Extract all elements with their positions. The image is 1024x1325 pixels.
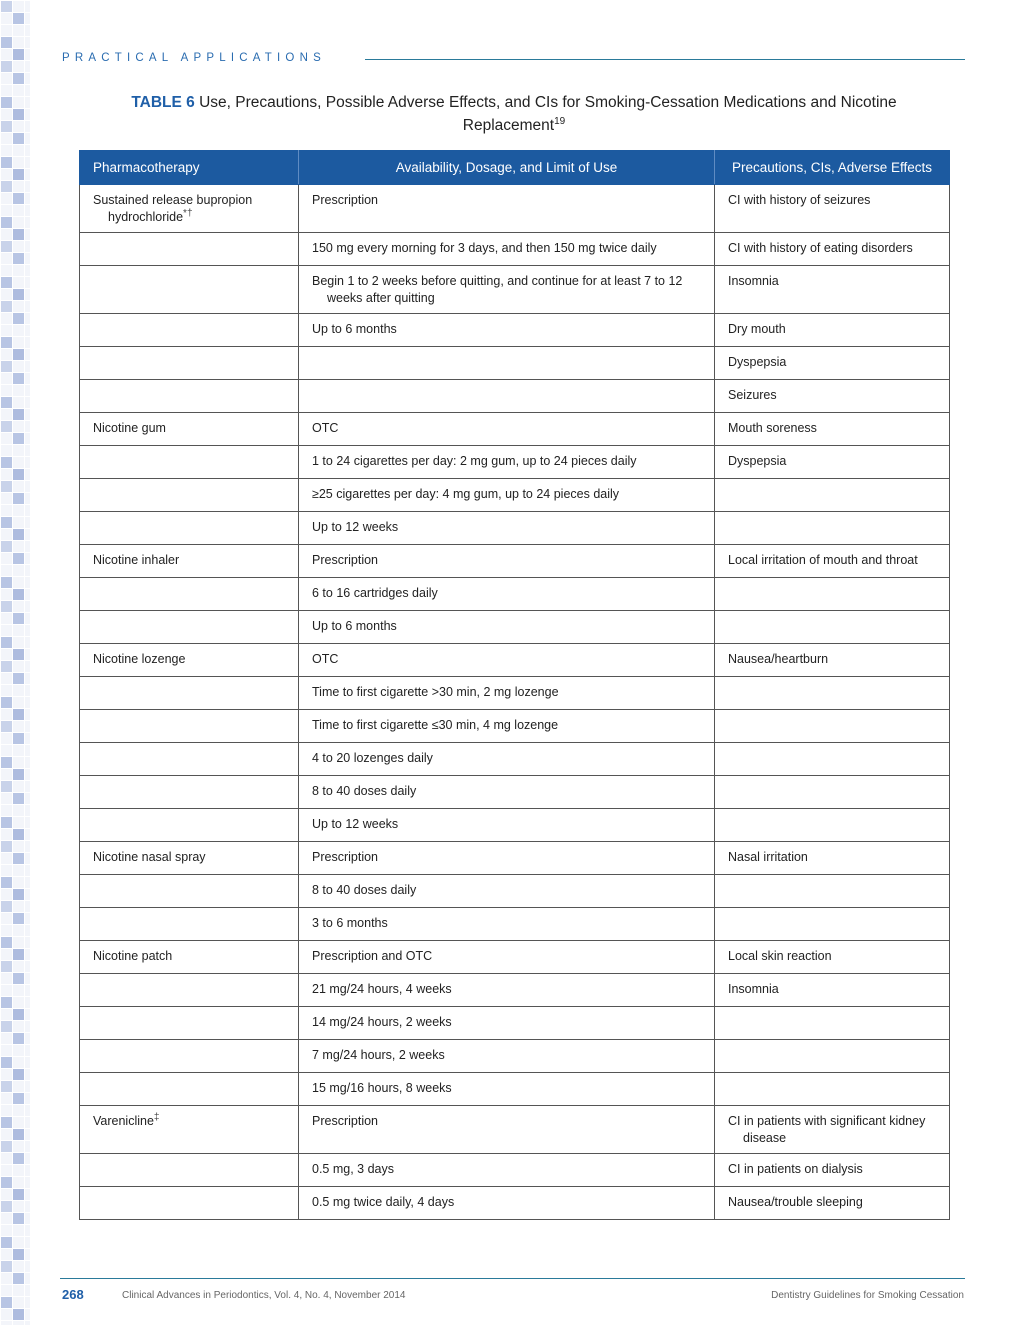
dosage-text: OTC xyxy=(312,652,339,666)
table-row xyxy=(80,185,950,233)
decorative-tile xyxy=(1,157,12,168)
cell-pharmacotherapy xyxy=(80,974,299,1007)
decorative-tile xyxy=(1,757,12,768)
decorative-tile xyxy=(1,1021,12,1032)
dosage-text: Up to 12 weeks xyxy=(312,520,399,534)
therapy-name xyxy=(93,948,285,965)
decorative-tile xyxy=(13,1033,24,1044)
therapy-name xyxy=(93,651,285,668)
therapy-text: Nicotine inhaler xyxy=(93,553,180,567)
column-header-availability: Availability, Dosage, and Limit of Use xyxy=(299,151,715,185)
table-row xyxy=(80,974,950,1007)
dosage-text: Time to first cigarette >30 min, 2 mg lozenge xyxy=(312,685,559,699)
decorative-tile xyxy=(13,973,24,984)
decorative-tile xyxy=(1,961,12,972)
table-row xyxy=(80,347,950,380)
decorative-tile xyxy=(1,61,12,72)
cell-pharmacotherapy xyxy=(80,413,299,446)
cell-availability-dosage xyxy=(299,446,715,479)
decorative-tile xyxy=(13,1153,24,1164)
precaution-text: CI with history of eating disorders xyxy=(728,241,913,255)
dosage-text: 150 mg every morning for 3 days, and then 150 mg twice daily xyxy=(312,241,657,255)
decorative-tile xyxy=(1,661,12,672)
precaution-text: CI in patients on dialysis xyxy=(728,1162,863,1176)
table-row xyxy=(80,1187,950,1220)
therapy-text: Varenicline xyxy=(93,1114,154,1128)
dosage-text: Begin 1 to 2 weeks before quitting, and continue for at least 7 to 12 weeks after quitting xyxy=(312,274,683,305)
cell-precautions xyxy=(715,710,950,743)
decorative-tile xyxy=(13,1249,24,1260)
decorative-tile xyxy=(13,229,24,240)
dosage-text: Prescription xyxy=(312,1114,378,1128)
cell-availability-dosage xyxy=(299,347,715,380)
cell-pharmacotherapy xyxy=(80,314,299,347)
decorative-tile xyxy=(13,349,24,360)
dosage-text: 15 mg/16 hours, 8 weeks xyxy=(312,1081,452,1095)
table-body xyxy=(80,185,950,1220)
decorative-tile xyxy=(1,997,12,1008)
decorative-tile xyxy=(13,73,24,84)
cell-pharmacotherapy xyxy=(80,809,299,842)
dosage-text: 0.5 mg, 3 days xyxy=(312,1162,394,1176)
decorative-tile xyxy=(1,1261,12,1272)
cell-precautions xyxy=(715,842,950,875)
decorative-tile xyxy=(1,301,12,312)
therapy-name xyxy=(93,552,285,569)
decorative-tile xyxy=(1,937,12,948)
cell-precautions xyxy=(715,1106,950,1154)
decorative-tile xyxy=(1,841,12,852)
dosage-text: 8 to 40 doses daily xyxy=(312,883,417,897)
decorative-tile xyxy=(13,913,24,924)
decorative-tile xyxy=(13,313,24,324)
dosage-text: 4 to 20 lozenges daily xyxy=(312,751,433,765)
dosage-text: Up to 12 weeks xyxy=(312,817,399,831)
cell-availability-dosage xyxy=(299,1106,715,1154)
cell-precautions xyxy=(715,941,950,974)
precaution-text: Nasal irritation xyxy=(728,850,808,864)
cell-availability-dosage xyxy=(299,512,715,545)
cell-pharmacotherapy xyxy=(80,545,299,578)
page-number: 268 xyxy=(62,1287,84,1302)
cell-availability-dosage xyxy=(299,545,715,578)
table-row xyxy=(80,1073,950,1106)
decorative-tile xyxy=(1,421,12,432)
decorative-tile xyxy=(13,1069,24,1080)
therapy-name xyxy=(93,420,285,437)
journal-citation: Clinical Advances in Periodontics, Vol. 4, No. 4, November 2014 xyxy=(122,1290,406,1301)
table-row xyxy=(80,611,950,644)
decorative-tile xyxy=(1,1117,12,1128)
cell-pharmacotherapy xyxy=(80,842,299,875)
cell-availability-dosage xyxy=(299,380,715,413)
table-row xyxy=(80,314,950,347)
header-rule xyxy=(365,59,965,60)
precaution-text: Dry mouth xyxy=(728,322,786,336)
footnote-mark: ‡ xyxy=(153,1111,160,1123)
cell-availability-dosage xyxy=(299,1040,715,1073)
decorative-tile xyxy=(1,241,12,252)
dosage-text: 21 mg/24 hours, 4 weeks xyxy=(312,982,452,996)
decorative-tile xyxy=(13,1009,24,1020)
cell-precautions xyxy=(715,479,950,512)
cell-availability-dosage xyxy=(299,314,715,347)
decorative-tile xyxy=(13,889,24,900)
cell-pharmacotherapy xyxy=(80,644,299,677)
cell-precautions xyxy=(715,1187,950,1220)
cell-pharmacotherapy xyxy=(80,185,299,233)
decorative-tile xyxy=(13,469,24,480)
table-title xyxy=(80,93,948,135)
table-row xyxy=(80,776,950,809)
decorative-tile xyxy=(1,541,12,552)
decorative-tile xyxy=(1,697,12,708)
decorative-tile xyxy=(1,1141,12,1152)
decorative-tile xyxy=(13,253,24,264)
cell-pharmacotherapy xyxy=(80,1040,299,1073)
decorative-tile xyxy=(13,289,24,300)
decorative-tile xyxy=(13,193,24,204)
cell-availability-dosage xyxy=(299,677,715,710)
cell-pharmacotherapy xyxy=(80,479,299,512)
table-row xyxy=(80,809,950,842)
therapy-text: Nicotine gum xyxy=(93,421,166,435)
decorative-tile xyxy=(13,649,24,660)
cell-pharmacotherapy xyxy=(80,1154,299,1187)
decorative-tile xyxy=(1,781,12,792)
dosage-text: 3 to 6 months xyxy=(312,916,388,930)
dosage-text: Prescription xyxy=(312,553,378,567)
decorative-tile xyxy=(1,601,12,612)
cell-precautions xyxy=(715,185,950,233)
dosage-text: 0.5 mg twice daily, 4 days xyxy=(312,1195,455,1209)
table-row xyxy=(80,512,950,545)
decorative-tile xyxy=(1,97,12,108)
cell-precautions xyxy=(715,875,950,908)
dosage-text: Up to 6 months xyxy=(312,619,397,633)
therapy-text: Nicotine nasal spray xyxy=(93,850,206,864)
decorative-tile xyxy=(13,169,24,180)
therapy-name xyxy=(93,192,285,226)
decorative-tile xyxy=(13,613,24,624)
dosage-text: Up to 6 months xyxy=(312,322,397,336)
decorative-tile xyxy=(13,589,24,600)
cell-pharmacotherapy xyxy=(80,941,299,974)
decorative-tile xyxy=(13,673,24,684)
cell-pharmacotherapy xyxy=(80,677,299,710)
cell-availability-dosage xyxy=(299,776,715,809)
footer-rule xyxy=(60,1278,965,1279)
table-row xyxy=(80,908,950,941)
cell-pharmacotherapy xyxy=(80,1007,299,1040)
cell-precautions xyxy=(715,314,950,347)
decorative-tile xyxy=(13,853,24,864)
cell-availability-dosage xyxy=(299,479,715,512)
precaution-text: Local skin reaction xyxy=(728,949,832,963)
cell-pharmacotherapy xyxy=(80,233,299,266)
section-label: PRACTICAL APPLICATIONS xyxy=(62,52,326,64)
table-label: TABLE 6 xyxy=(131,94,195,111)
cell-pharmacotherapy xyxy=(80,1106,299,1154)
cell-availability-dosage xyxy=(299,809,715,842)
decorative-tile xyxy=(1,817,12,828)
decorative-tile xyxy=(1,1,12,12)
decorative-tile xyxy=(1,337,12,348)
cell-pharmacotherapy xyxy=(80,266,299,314)
precaution-text: Dyspepsia xyxy=(728,454,787,468)
cell-precautions xyxy=(715,809,950,842)
decorative-tile xyxy=(13,1129,24,1140)
precaution-text: Mouth soreness xyxy=(728,421,817,435)
cell-availability-dosage xyxy=(299,941,715,974)
cell-availability-dosage xyxy=(299,974,715,1007)
cell-availability-dosage xyxy=(299,743,715,776)
precaution-text: Seizures xyxy=(728,388,777,402)
decorative-tile xyxy=(13,1309,24,1320)
decorative-tile xyxy=(13,409,24,420)
decorative-tile xyxy=(13,793,24,804)
cell-availability-dosage xyxy=(299,1073,715,1106)
decorative-tile xyxy=(1,1081,12,1092)
decorative-tile xyxy=(1,37,12,48)
decorative-tile xyxy=(13,829,24,840)
decorative-tile xyxy=(13,13,24,24)
cell-availability-dosage xyxy=(299,1007,715,1040)
cell-precautions xyxy=(715,512,950,545)
decorative-tile xyxy=(1,217,12,228)
table-header-row xyxy=(80,151,950,185)
table-row xyxy=(80,266,950,314)
decorative-tile xyxy=(1,1177,12,1188)
cell-precautions xyxy=(715,233,950,266)
decorative-tile xyxy=(1,517,12,528)
column-header-precautions: Precautions, CIs, Adverse Effects xyxy=(715,151,950,185)
decorative-tile xyxy=(13,733,24,744)
cell-availability-dosage xyxy=(299,611,715,644)
cell-availability-dosage xyxy=(299,710,715,743)
cell-pharmacotherapy xyxy=(80,875,299,908)
decorative-tile xyxy=(13,1213,24,1224)
decorative-tile xyxy=(1,577,12,588)
cell-precautions xyxy=(715,446,950,479)
decorative-side-strip xyxy=(0,0,30,1325)
decorative-tile xyxy=(1,361,12,372)
dosage-text: OTC xyxy=(312,421,339,435)
cell-availability-dosage xyxy=(299,908,715,941)
precaution-text: CI with history of seizures xyxy=(728,193,871,207)
cell-precautions xyxy=(715,1154,950,1187)
cell-precautions xyxy=(715,578,950,611)
precaution-text: Nausea/heartburn xyxy=(728,652,829,666)
decorative-tile xyxy=(1,1297,12,1308)
cell-pharmacotherapy xyxy=(80,1187,299,1220)
table-row xyxy=(80,413,950,446)
cell-precautions xyxy=(715,1007,950,1040)
decorative-tile xyxy=(1,277,12,288)
table-row xyxy=(80,578,950,611)
cell-pharmacotherapy xyxy=(80,710,299,743)
cell-pharmacotherapy xyxy=(80,611,299,644)
table-row xyxy=(80,710,950,743)
cell-availability-dosage xyxy=(299,1154,715,1187)
table-row xyxy=(80,1040,950,1073)
cell-pharmacotherapy xyxy=(80,578,299,611)
cell-precautions xyxy=(715,1040,950,1073)
footnote-mark: *† xyxy=(183,207,193,219)
dosage-text: 14 mg/24 hours, 2 weeks xyxy=(312,1015,452,1029)
dosage-text: 8 to 40 doses daily xyxy=(312,784,417,798)
dosage-text: Prescription xyxy=(312,850,378,864)
cell-precautions xyxy=(715,974,950,1007)
table-row xyxy=(80,677,950,710)
decorative-tile xyxy=(13,1093,24,1104)
decorative-tile xyxy=(1,397,12,408)
decorative-tile xyxy=(13,49,24,60)
cell-precautions xyxy=(715,545,950,578)
decorative-tile xyxy=(13,493,24,504)
cell-pharmacotherapy xyxy=(80,743,299,776)
decorative-tile xyxy=(1,901,12,912)
precaution-text: Insomnia xyxy=(728,982,779,996)
table-row xyxy=(80,380,950,413)
cell-pharmacotherapy xyxy=(80,908,299,941)
cell-precautions xyxy=(715,743,950,776)
therapy-text: Sustained release bupropion hydrochloride xyxy=(93,193,253,224)
precaution-text: Dyspepsia xyxy=(728,355,787,369)
decorative-tile xyxy=(13,949,24,960)
table-row xyxy=(80,545,950,578)
table-row xyxy=(80,233,950,266)
table-row xyxy=(80,446,950,479)
decorative-tile xyxy=(13,133,24,144)
cell-availability-dosage xyxy=(299,875,715,908)
decorative-tile xyxy=(1,1201,12,1212)
therapy-name xyxy=(93,849,285,866)
decorative-tile xyxy=(1,181,12,192)
dosage-text: 1 to 24 cigarettes per day: 2 mg gum, up to 24 pieces daily xyxy=(312,454,637,468)
cell-availability-dosage xyxy=(299,233,715,266)
table-title-reference: 19 xyxy=(554,116,566,127)
cell-precautions xyxy=(715,347,950,380)
cell-pharmacotherapy xyxy=(80,347,299,380)
decorative-tile xyxy=(13,373,24,384)
cell-precautions xyxy=(715,908,950,941)
cell-pharmacotherapy xyxy=(80,446,299,479)
table-row xyxy=(80,941,950,974)
cell-pharmacotherapy xyxy=(80,512,299,545)
medications-table xyxy=(79,150,950,1220)
precaution-text: Local irritation of mouth and throat xyxy=(728,553,918,567)
cell-pharmacotherapy xyxy=(80,776,299,809)
running-title: Dentistry Guidelines for Smoking Cessation xyxy=(771,1290,964,1301)
cell-precautions xyxy=(715,1073,950,1106)
cell-availability-dosage xyxy=(299,185,715,233)
table-row xyxy=(80,743,950,776)
decorative-tile xyxy=(13,529,24,540)
cell-availability-dosage xyxy=(299,1187,715,1220)
cell-pharmacotherapy xyxy=(80,380,299,413)
dosage-text: Time to first cigarette ≤30 min, 4 mg lozenge xyxy=(312,718,559,732)
dosage-text: 6 to 16 cartridges daily xyxy=(312,586,438,600)
precaution-text: CI in patients with significant kidney disease xyxy=(728,1114,926,1145)
cell-precautions xyxy=(715,677,950,710)
therapy-text: Nicotine patch xyxy=(93,949,173,963)
cell-availability-dosage xyxy=(299,266,715,314)
cell-precautions xyxy=(715,413,950,446)
decorative-tile xyxy=(13,553,24,564)
decorative-tile xyxy=(1,877,12,888)
decorative-tile xyxy=(1,121,12,132)
cell-availability-dosage xyxy=(299,578,715,611)
precaution-text: Insomnia xyxy=(728,274,779,288)
dosage-text: ≥25 cigarettes per day: 4 mg gum, up to 24 pieces daily xyxy=(312,487,620,501)
cell-availability-dosage xyxy=(299,644,715,677)
cell-precautions xyxy=(715,611,950,644)
decorative-tile xyxy=(13,1273,24,1284)
decorative-tile xyxy=(13,769,24,780)
decorative-tile xyxy=(1,481,12,492)
dosage-text: 7 mg/24 hours, 2 weeks xyxy=(312,1048,445,1062)
therapy-name xyxy=(93,1113,285,1130)
cell-pharmacotherapy xyxy=(80,1073,299,1106)
decorative-tile xyxy=(13,433,24,444)
decorative-tile xyxy=(1,1057,12,1068)
table-row xyxy=(80,1154,950,1187)
precaution-text: Nausea/trouble sleeping xyxy=(728,1195,863,1209)
dosage-text: Prescription and OTC xyxy=(312,949,433,963)
therapy-text: Nicotine lozenge xyxy=(93,652,186,666)
table-row xyxy=(80,1106,950,1154)
decorative-tile xyxy=(1,721,12,732)
decorative-tile xyxy=(1,457,12,468)
cell-precautions xyxy=(715,776,950,809)
table-row xyxy=(80,479,950,512)
decorative-tile xyxy=(1,1237,12,1248)
cell-availability-dosage xyxy=(299,842,715,875)
table-row xyxy=(80,644,950,677)
cell-availability-dosage xyxy=(299,413,715,446)
table-row xyxy=(80,842,950,875)
table-row xyxy=(80,1007,950,1040)
cell-precautions xyxy=(715,266,950,314)
table-row xyxy=(80,875,950,908)
cell-precautions xyxy=(715,380,950,413)
decorative-tile xyxy=(13,709,24,720)
decorative-tile xyxy=(13,1189,24,1200)
cell-precautions xyxy=(715,644,950,677)
column-header-pharmacotherapy: Pharmacotherapy xyxy=(80,151,299,185)
decorative-tile xyxy=(13,109,24,120)
dosage-text: Prescription xyxy=(312,193,378,207)
table-title-text: Use, Precautions, Possible Adverse Effects, and CIs for Smoking-Cessation Medications and Nicotine Replacement xyxy=(199,94,897,135)
decorative-tile xyxy=(1,637,12,648)
